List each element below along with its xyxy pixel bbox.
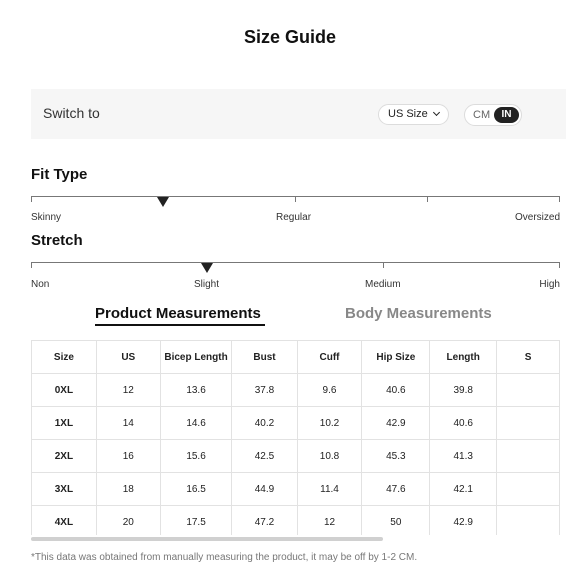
fit-type-label-regular: Regular (276, 212, 312, 223)
column-header: Hip Size (362, 341, 430, 374)
stretch-scale (31, 262, 560, 263)
size-select[interactable] (378, 104, 449, 125)
fit-type-tick (295, 196, 296, 202)
table-cell: 40.6 (362, 374, 430, 407)
table-cell: 15.6 (160, 440, 232, 473)
column-header: Bicep Length (160, 341, 232, 374)
table-cell: 14.6 (160, 407, 232, 440)
column-header: Cuff (297, 341, 362, 374)
stretch-tick (31, 262, 32, 268)
table-cell: 9.6 (297, 374, 362, 407)
fit-type-label-oversized: Oversized (514, 212, 560, 223)
table-cell: 39.8 (430, 374, 497, 407)
table-cell: 17.5 (160, 506, 232, 536)
table-cell: 50 (362, 506, 430, 536)
table-cell (497, 506, 560, 536)
stretch-tick (559, 262, 560, 268)
stretch-label-high: High (539, 279, 560, 290)
tab-product-measurements[interactable]: Product Measurements (95, 305, 261, 322)
table-cell: 1XL (32, 407, 97, 440)
table-cell: 13.6 (160, 374, 232, 407)
column-header: S (497, 341, 560, 374)
table-cell: 3XL (32, 473, 97, 506)
stretch-label-slight: Slight (194, 279, 220, 290)
measurement-table-scroll[interactable] (31, 340, 560, 535)
table-cell: 42.5 (232, 440, 297, 473)
table-cell (497, 374, 560, 407)
table-cell: 47.2 (232, 506, 297, 536)
stretch-marker-icon (201, 263, 213, 273)
table-row (32, 473, 560, 506)
table-cell: 18 (96, 473, 160, 506)
fit-type-tick (31, 196, 32, 202)
table-cell: 42.9 (362, 407, 430, 440)
stretch-tick (383, 262, 384, 268)
size-select-value: US Size (388, 108, 428, 120)
footnote: *This data was obtained from manually measuring the product, it may be off by 1-2 CM. (31, 552, 418, 563)
table-row (32, 440, 560, 473)
column-header: Length (430, 341, 497, 374)
stretch-label-medium: Medium (365, 279, 401, 290)
stretch-title: Stretch (31, 232, 83, 249)
table-cell: 16.5 (160, 473, 232, 506)
measurement-table (31, 340, 560, 535)
switch-bar (31, 89, 566, 139)
table-cell (497, 440, 560, 473)
table-cell: 12 (96, 374, 160, 407)
table-horizontal-scrollbar[interactable] (31, 537, 383, 541)
chevron-down-icon (433, 109, 440, 116)
fit-type-tick (427, 196, 428, 202)
fit-type-marker-icon (157, 197, 169, 207)
tab-body-measurements[interactable]: Body Measurements (345, 305, 492, 322)
table-cell: 37.8 (232, 374, 297, 407)
table-row (32, 506, 560, 536)
unit-toggle[interactable] (464, 104, 522, 126)
fit-type-label-skinny: Skinny (31, 212, 62, 223)
table-cell: 40.6 (430, 407, 497, 440)
table-cell: 0XL (32, 374, 97, 407)
table-cell: 4XL (32, 506, 97, 536)
table-cell: 41.3 (430, 440, 497, 473)
table-cell: 47.6 (362, 473, 430, 506)
table-cell: 44.9 (232, 473, 297, 506)
fit-type-tick (559, 196, 560, 202)
table-cell (497, 473, 560, 506)
table-cell: 10.2 (297, 407, 362, 440)
page-title: Size Guide (243, 27, 337, 47)
table-header-row (32, 341, 560, 374)
column-header: Size (32, 341, 97, 374)
table-row (32, 407, 560, 440)
stretch-label-non: Non (31, 279, 50, 290)
table-cell: 42.9 (430, 506, 497, 536)
column-header: US (96, 341, 160, 374)
switch-label: Switch to (43, 105, 100, 121)
fit-type-title: Fit Type (31, 166, 88, 183)
column-header: Bust (232, 341, 297, 374)
table-cell: 14 (96, 407, 160, 440)
table-cell: 10.8 (297, 440, 362, 473)
table-cell: 16 (96, 440, 160, 473)
unit-cm-option[interactable]: CM (473, 109, 491, 121)
unit-in-option[interactable]: IN (494, 107, 519, 123)
table-cell: 45.3 (362, 440, 430, 473)
table-cell (497, 407, 560, 440)
table-cell: 40.2 (232, 407, 297, 440)
table-cell: 42.1 (430, 473, 497, 506)
table-cell: 11.4 (297, 473, 362, 506)
table-cell: 2XL (32, 440, 97, 473)
tab-active-underline (95, 324, 265, 326)
table-cell: 12 (297, 506, 362, 536)
table-row (32, 374, 560, 407)
table-cell: 20 (96, 506, 160, 536)
